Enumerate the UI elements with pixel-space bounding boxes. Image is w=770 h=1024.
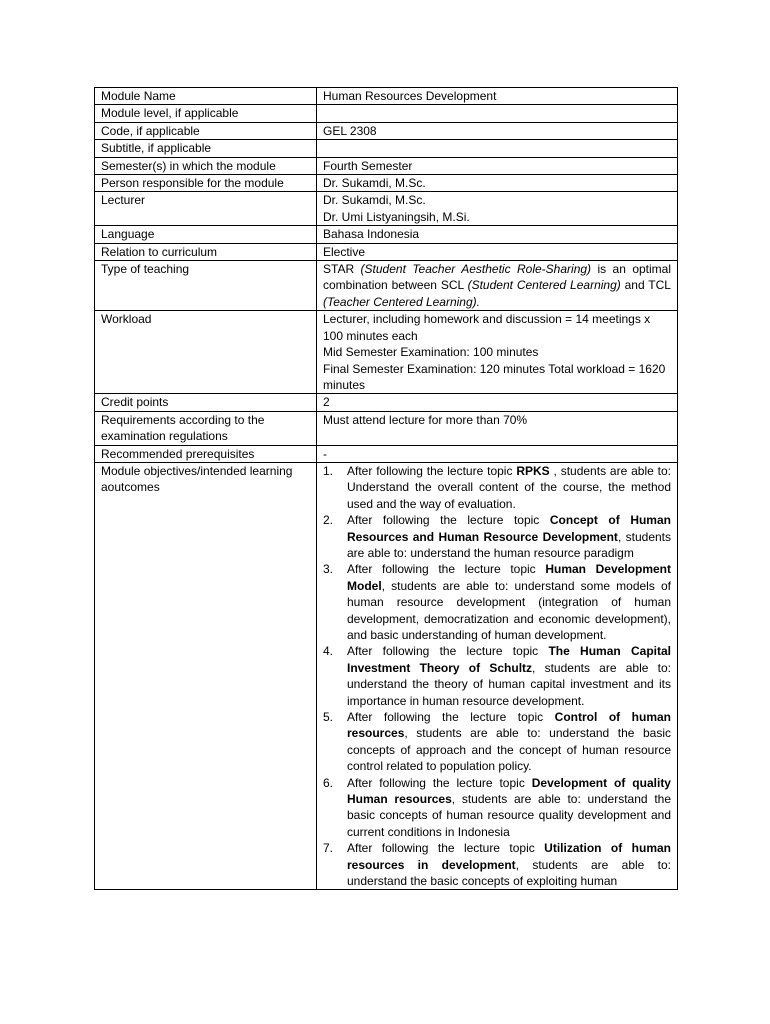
objective-item	[323, 709, 671, 775]
text-run: , students are able to: understand the basic concepts of approach and the concept of human resource control related to population policy.	[347, 726, 671, 774]
italic-text: (Teacher Centered Learning).	[323, 294, 480, 309]
text-run: , students are able to: understand the basic concepts of human resource quality development and current conditions in Indonesia	[347, 792, 671, 839]
value-line: Dr. Umi Listyaningsih, M.Si.	[323, 209, 470, 224]
table-body	[95, 88, 678, 890]
row-label: Module Name	[95, 88, 317, 105]
row-value	[317, 105, 678, 122]
row-label: Code, if applicable	[95, 122, 317, 139]
objective-item	[323, 643, 671, 709]
objective-number: 7.	[323, 841, 334, 856]
row-value: Dr. Sukamdi, M.Sc.	[317, 175, 678, 192]
objective-item	[323, 512, 671, 561]
bold-text: The Human Capital Investment Theory of Schultz	[347, 644, 671, 675]
text-run: After following the lecture topic	[347, 644, 549, 659]
objective-item	[323, 463, 671, 512]
table-row	[95, 140, 678, 157]
table-row	[95, 445, 678, 462]
row-value	[317, 140, 678, 157]
table-row	[95, 175, 678, 192]
row-label: Lecturer	[95, 192, 317, 226]
value-line: Final Semester Examination: 120 minutes Total workload = 1620 minutes	[323, 361, 666, 392]
objective-number: 3.	[323, 562, 334, 577]
text-run: , students are able to: Understand the overall content of the course, the method used and the way of evaluation.	[347, 463, 671, 511]
row-label: Type of teaching	[95, 261, 317, 311]
text-run: , students are able to: understand some models of human resource development (integration of human development, democratization and economic development), and basic understanding of human development.	[347, 578, 671, 642]
row-value: Bahasa Indonesia	[317, 226, 678, 243]
row-value: Fourth Semester	[317, 157, 678, 174]
table-row	[95, 122, 678, 139]
text-run: STAR	[323, 262, 361, 277]
objective-item	[323, 840, 671, 889]
table-row	[95, 192, 678, 226]
text-run: , students are able to: understand the human resource paradigm	[347, 529, 672, 560]
table-row	[95, 157, 678, 174]
table-row	[95, 394, 678, 411]
text-run: is an optimal combination between SCL	[323, 262, 672, 293]
module-description-table	[94, 87, 678, 890]
text-run: After following the lecture topic	[347, 841, 545, 856]
row-label: Relation to curriculum	[95, 243, 317, 260]
row-value: Must attend lecture for more than 70%	[317, 411, 678, 445]
row-label: Module objectives/intended learning aoutcomes	[95, 462, 317, 889]
row-label: Language	[95, 226, 317, 243]
row-value	[317, 311, 678, 394]
row-label: Subtitle, if applicable	[95, 140, 317, 157]
row-label: Requirements according to the examination regulations	[95, 411, 317, 445]
text-run: After following the lecture topic	[347, 710, 555, 725]
value-line: Dr. Sukamdi, M.Sc.	[323, 193, 426, 208]
table-row	[95, 88, 678, 105]
row-label: Recommended prerequisites	[95, 445, 317, 462]
text-run: and TCL	[620, 278, 671, 293]
table-row	[95, 311, 678, 394]
text-run: After following the lecture topic	[347, 463, 517, 478]
row-value	[317, 261, 678, 311]
table-row	[95, 462, 678, 889]
row-label: Person responsible for the module	[95, 175, 317, 192]
table-row	[95, 226, 678, 243]
row-value: Elective	[317, 243, 678, 260]
bold-text: RPKS	[516, 463, 550, 478]
objective-number: 5.	[323, 710, 334, 725]
table-row	[95, 261, 678, 311]
text-run: After following the lecture topic	[347, 775, 532, 790]
row-label: Credit points	[95, 394, 317, 411]
row-value	[317, 462, 678, 889]
italic-text: (Student Teacher Aesthetic Role-Sharing)	[360, 262, 592, 277]
objective-number: 1.	[323, 463, 334, 478]
objective-number: 4.	[323, 644, 334, 659]
objective-number: 2.	[323, 513, 334, 528]
value-line: Lecturer, including homework and discussion = 14 meetings x 100 minutes each	[323, 312, 651, 343]
row-label: Workload	[95, 311, 317, 394]
value-line: Mid Semester Examination: 100 minutes	[323, 345, 539, 360]
objective-item	[323, 561, 671, 643]
text-run: After following the lecture topic	[347, 562, 546, 577]
text-run: , students are able to: understand the theory of human capital investment and its importance in human resource development.	[347, 660, 671, 708]
italic-text: (Student Centered Learning)	[467, 278, 621, 293]
row-value: -	[317, 445, 678, 462]
bold-text: Development of quality Human resources	[347, 775, 671, 807]
objective-item	[323, 775, 671, 841]
table-row	[95, 243, 678, 260]
table-row	[95, 411, 678, 445]
text-run: , students are able to: understand the basic concepts of exploiting human	[347, 857, 671, 889]
bold-text: Control of human resources	[347, 710, 671, 741]
row-label: Semester(s) in which the module	[95, 157, 317, 174]
row-value: Human Resources Development	[317, 88, 678, 105]
bold-text: Concept of Human Resources and Human Resource Development	[347, 513, 671, 544]
row-label: Module level, if applicable	[95, 105, 317, 122]
row-value: 2	[317, 394, 678, 411]
objective-number: 6.	[323, 775, 334, 790]
bold-text: Utilization of human resources in development	[347, 841, 671, 872]
objectives-list	[323, 463, 671, 889]
text-run: After following the lecture topic	[347, 513, 550, 528]
row-value	[317, 192, 678, 226]
row-value: GEL 2308	[317, 122, 678, 139]
table-row	[95, 105, 678, 122]
bold-text: Human Development Model	[347, 562, 671, 593]
